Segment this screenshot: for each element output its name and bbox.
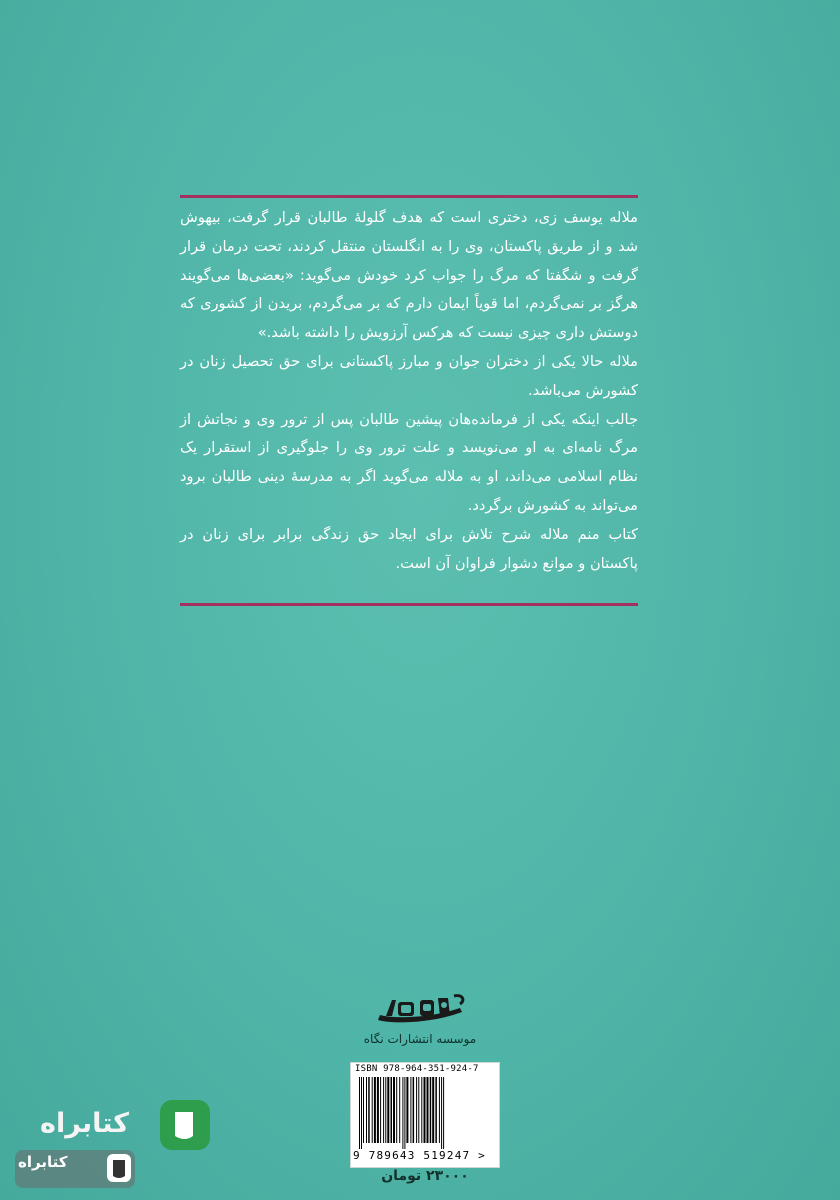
barcode-bar: [368, 1077, 370, 1143]
barcode-bar: [391, 1077, 393, 1143]
publisher-logo-icon: [370, 990, 470, 1030]
barcode-bar: [424, 1077, 426, 1143]
barcode-bar: [410, 1077, 411, 1143]
barcode-bar: [416, 1077, 417, 1143]
barcode-bar: [383, 1077, 384, 1143]
barcode-bar: [432, 1077, 434, 1143]
bottom-divider: [180, 603, 638, 606]
blurb-paragraph-4: کتاب منم ملاله شرح تلاش برای ایجاد حق زندگی برابر برای زنان در پاکستان و موانع دشوار فراوان آن است.: [180, 525, 638, 572]
barcode-bar: [430, 1077, 432, 1143]
top-divider: [180, 195, 638, 198]
barcode-bar: [380, 1077, 381, 1143]
barcode-bar: [427, 1077, 429, 1143]
barcode-bar: [439, 1077, 440, 1143]
blurb-paragraph-1: ملاله یوسف زی، دختری است که هدف گلولهٔ طالبان قرار گرفت، بیهوش شد و از طریق پاکستان، وی را به انگلستان منتقل کردند، تحت درمان قرار گرفت و شگفتا که مرگ را جواب کرد خودش می‌گوید: «بعضی‌ها می‌گویند هرگز بر نمی‌گردم، اما قویاً ایمان دارم که بر می‌گردم، بریدن از کشوری که دوستش داری چیزی نیست که هرکس آرزویش را داشته باشد.»: [180, 209, 638, 342]
barcode-bar: [374, 1077, 376, 1143]
isbn-number: ISBN 978-964-351-924-7: [355, 1064, 479, 1074]
barcode-bar: [393, 1077, 395, 1143]
barcode-bar: [385, 1077, 386, 1143]
publisher-name: موسسه انتشارات نگاه: [363, 1032, 477, 1046]
ketabrah-watermark-icon: [15, 1090, 215, 1190]
barcode-bar: [396, 1077, 397, 1143]
barcode-bar: [372, 1077, 373, 1143]
barcode-bar: [387, 1077, 389, 1143]
blurb-paragraph-2: ملاله حالا یکی از دختران جوان و مبارز پاکستانی برای حق تحصیل زنان در کشورش می‌باشد.: [180, 352, 638, 399]
barcode-bar: [406, 1077, 408, 1143]
ean-digits: 9 789643 519247 >: [353, 1149, 486, 1162]
watermark-text-small: کتابراه: [18, 1153, 68, 1171]
barcode-bar: [418, 1077, 419, 1143]
barcode-bars: [359, 1077, 487, 1149]
barcode-bar: [363, 1077, 364, 1143]
blurb-paragraph-3: جالب اینکه یکی از فرمانده‌هان پیشین طالبان پس از ترور وی و نجاتش از مرگ نامه‌ای به او می‌نویسد و علت ترور وی را جلوگیری از استقرار یک نظام اسلامی می‌داند، او به ملاله می‌گوید اگر به مدرسهٔ دینی طالبان برود می‌تواند به کشورش برگردد.: [180, 410, 638, 514]
barcode-bar: [377, 1077, 379, 1143]
watermark-text-large: کتابراه: [40, 1108, 129, 1139]
barcode-bar: [404, 1077, 405, 1149]
barcode-bar: [399, 1077, 400, 1143]
barcode-bar: [441, 1077, 442, 1149]
back-cover-blurb: [180, 204, 638, 578]
barcode-bar: [421, 1077, 422, 1143]
barcode-bar: [402, 1077, 403, 1149]
barcode-bar: [435, 1077, 437, 1143]
barcode-bar: [361, 1077, 362, 1149]
barcode-bar: [443, 1077, 444, 1149]
isbn-barcode: [350, 1062, 500, 1168]
barcode-bar: [413, 1077, 415, 1143]
barcode-bar: [359, 1077, 360, 1149]
price-label: ۲۳۰۰۰ تومان: [381, 1168, 469, 1184]
barcode-bar: [366, 1077, 367, 1143]
